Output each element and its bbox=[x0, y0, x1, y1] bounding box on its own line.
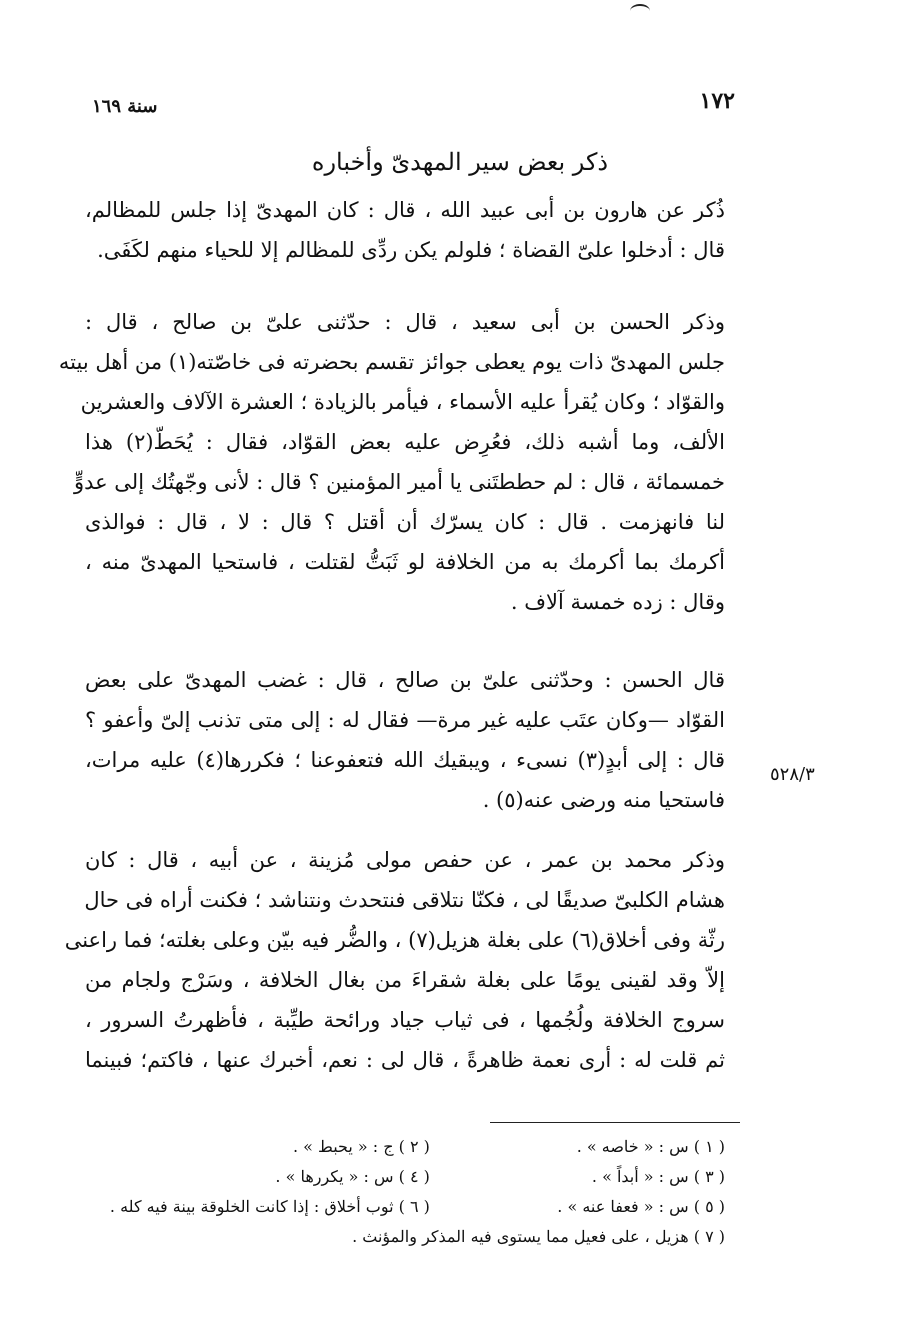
text-line: والقوّاد ؛ وكان يُقرأ عليه الأسماء ، فيأمر بالزيادة ؛ العشرة الآلاف والعشرين bbox=[80, 390, 725, 414]
text-line: قال : أدخلوا علىّ القضاة ؛ فلولم يكن ردِّى للمظالم إلا للحياء منهم لكَفَى. bbox=[97, 238, 725, 262]
footnote-row bbox=[85, 1192, 725, 1222]
text-line: ذُكر عن هارون بن أبى عبيد الله ، قال : كان المهدىّ إذا جلس للمظالم، bbox=[85, 198, 725, 222]
text-line: ثم قلت له : أرى نعمة ظاهرةً ، قال لى : نعم، أخبرك عنها ، فاكتم؛ فبينما bbox=[85, 1048, 725, 1072]
text-line: القوّاد —وكان عتَب عليه غير مرة— فقال له : إلى متى تذنب إلىّ وأعفو ؟ bbox=[85, 708, 725, 732]
footnote: ( ٣ ) س : « أبداً » . bbox=[591, 1167, 725, 1186]
running-header-year: سنة ١٦٩ bbox=[92, 96, 158, 117]
footnote-row bbox=[85, 1132, 725, 1162]
text-line: إلاّ وقد لقينى يومًا على بغلة شقراءَ من بغال الخلافة ، وسَرْج ولجام من bbox=[85, 968, 725, 992]
footnote-divider bbox=[490, 1122, 740, 1123]
footnote-row bbox=[85, 1162, 725, 1192]
text-line: قال : إلى أبدٍ(٣) نسىء ، ويبقيك الله فتعفوعنا ؛ فكررها(٤) عليه مرات، bbox=[85, 748, 725, 772]
text-line: جلس المهدىّ ذات يوم يعطى جوائز تقسم بحضرته فى خاصّته(١) من أهل بيته bbox=[58, 350, 725, 374]
page-number: ١٧٢ bbox=[699, 88, 735, 114]
text-line: خمسمائة ، قال : لم حططتَنى يا أمير المؤمنين ؟ قال : لأنى وجّهتُك إلى عدوٍّ bbox=[73, 470, 725, 494]
text-line: رثّة وفى أخلاق(٦) على بغلة هزيل(٧) ، والضُّر فيه بيّن وعلى بغلته؛ فما راعنى bbox=[64, 928, 725, 952]
text-line: قال الحسن : وحدّثنى علىّ بن صالح ، قال : غضب المهدىّ على بعض bbox=[85, 668, 725, 692]
text-line: وذكر محمد بن عمر ، عن حفص مولى مُزينة ، عن أبيه ، قال : كان bbox=[85, 848, 725, 872]
footnote: ( ٤ ) س : « يكررها » . bbox=[275, 1167, 430, 1186]
text-line: الألف، وما أشبه ذلك، فعُرِض عليه بعض القوّاد، فقال : يُحَطّ(٢) هذا bbox=[85, 430, 725, 454]
footnotes bbox=[85, 1132, 725, 1252]
text-line: أكرمك بما أكرمك به من الخلافة لو ثَبَتُّ لقتلت ، فاستحيا المهدىّ منه ، bbox=[85, 550, 725, 574]
paragraph-3 bbox=[85, 660, 725, 820]
footnote: ( ٥ ) س : « فعفا عنه » . bbox=[557, 1197, 725, 1216]
margin-reference: ٥٢٨/٣ bbox=[770, 764, 815, 785]
section-title: ذكر بعض سير المهدىّ وأخباره bbox=[311, 148, 609, 176]
footnote: ( ٧ ) هزيل ، على فعيل مما يستوى فيه المذكر والمؤنث . bbox=[352, 1227, 725, 1246]
text-line: وذكر الحسن بن أبى سعيد ، قال : حدّثنى علىّ بن صالح ، قال : bbox=[85, 310, 725, 334]
footnote: ( ٦ ) ثوب أخلاق : إذا كانت الخلوقة بينة فيه كله . bbox=[109, 1197, 430, 1216]
paragraph-1 bbox=[85, 190, 725, 270]
text-line: هشام الكلبىّ صديقًا لى ، فكنّا نتلاقى فنتحدث ونتناشد ؛ فكنت أراه فى حال bbox=[84, 888, 725, 912]
footnote: ( ١ ) س : « خاصه » . bbox=[576, 1137, 725, 1156]
footnote: ( ٢ ) ج : « يحبط » . bbox=[292, 1137, 430, 1156]
text-line: فاستحيا منه ورضى عنه(٥) . bbox=[482, 788, 725, 812]
paragraph-4 bbox=[64, 840, 725, 1080]
text-line: وقال : زده خمسة آلاف . bbox=[510, 590, 725, 614]
text-line: لنا فانهزمت . قال : كان يسرّك أن أقتل ؟ قال : لا ، قال : فوالذى bbox=[85, 510, 725, 534]
paragraph-2 bbox=[58, 302, 725, 622]
footnote-row bbox=[85, 1222, 725, 1252]
text-line: سروج الخلافة ولُجُمها ، فى ثياب جياد ورائحة طيِّبة ، فأظهرتُ السرور ، bbox=[85, 1008, 725, 1032]
corner-mark bbox=[630, 4, 650, 18]
